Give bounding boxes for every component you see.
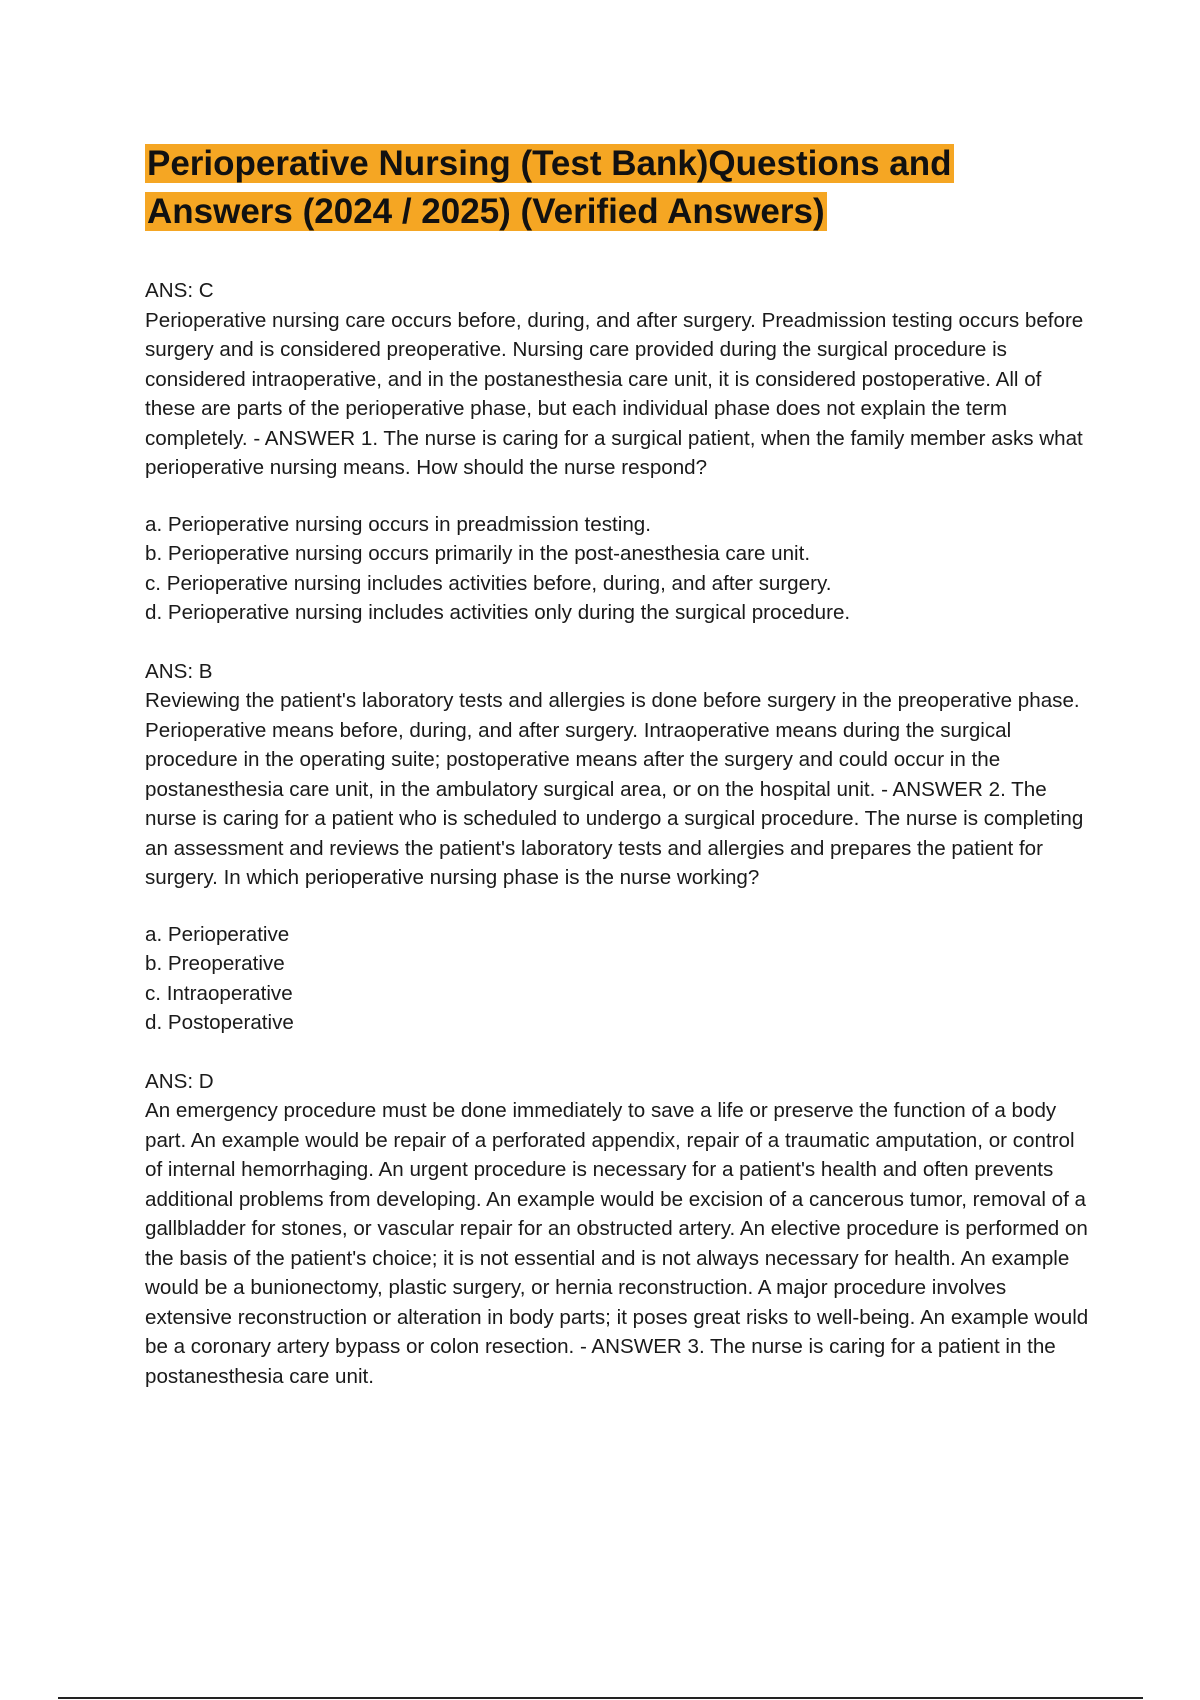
answer-explanation: Reviewing the patient's laboratory tests and allergies is done before surgery in the preoperative phase. Perioperative means before, during, and after surgery. Intraoperative means during the surgical procedure in the operating suite; postoperative means after the surgery and could occur in the postanesthesia care unit, in the ambulatory surgical area, or on the hospital unit. - ANSWER 2. The nurse is caring for a patient who is scheduled to undergo a surgical procedure. The nurse is completing an assessment and reviews the patient's laboratory tests and allergies and prepares the patient for surgery. In which perioperative nursing phase is the nurse working? — [145, 689, 1084, 889]
option-item: c. Perioperative nursing includes activities before, during, and after surgery. — [145, 571, 832, 595]
qa-entry-1 — [145, 276, 1090, 628]
option-list — [145, 510, 1090, 628]
document-title — [145, 140, 1090, 236]
page-bottom-divider — [58, 1697, 1143, 1699]
answer-key: ANS: D — [145, 1069, 214, 1093]
option-list — [145, 920, 1090, 1038]
option-item: d. Perioperative nursing includes activities only during the surgical procedure. — [145, 601, 851, 624]
option-item: b. Preoperative — [145, 952, 285, 975]
option-item: d. Postoperative — [145, 1011, 294, 1034]
option-item: b. Perioperative nursing occurs primarily in the post-anesthesia care unit. — [145, 542, 811, 565]
answer-key: ANS: B — [145, 659, 213, 683]
qa-entry-3 — [145, 1067, 1090, 1392]
qa-entry-2 — [145, 657, 1090, 1038]
option-item: c. Intraoperative — [145, 981, 293, 1005]
answer-explanation: Perioperative nursing care occurs before, during, and after surgery. Preadmission testing occurs before surgery and is considered preoperative. Nursing care provided during the surgical procedure is considered intraoperative, and in the postanesthesia care unit, it is considered postoperative. All of these are parts of the perioperative phase, but each individual phase does not explain the term completely. - ANSWER 1. The nurse is caring for a surgical patient, when the family member asks what perioperative nursing means. How should the nurse respond? — [145, 308, 1084, 479]
answer-explanation: An emergency procedure must be done immediately to save a life or preserve the function of a body part. An example would be repair of a perforated appendix, repair of a traumatic amputation, or control of internal hemorrhaging. An urgent procedure is necessary for a patient's health and often prevents additional problems from developing. An example would be excision of a cancerous tumor, removal of a gallbladder for stones, or vascular repair for an obstructed artery. An elective procedure is performed on the basis of the patient's choice; it is not essential and is not always necessary for health. An example would be a bunionectomy, plastic surgery, or hernia reconstruction. A major procedure involves extensive reconstruction or alteration in body parts; it poses great risks to well-being. An example would be a coronary artery bypass or colon resection. - ANSWER 3. The nurse is caring for a patient in the postanesthesia care unit. — [145, 1099, 1089, 1388]
document-page — [145, 140, 1090, 1391]
option-item: a. Perioperative nursing occurs in preadmission testing. — [145, 512, 651, 536]
answer-key: ANS: C — [145, 279, 214, 302]
title-highlight: Perioperative Nursing (Test Bank)Questions and Answers (2024 / 2025) (Verified Answers) — [147, 144, 952, 231]
option-item: a. Perioperative — [145, 922, 290, 946]
